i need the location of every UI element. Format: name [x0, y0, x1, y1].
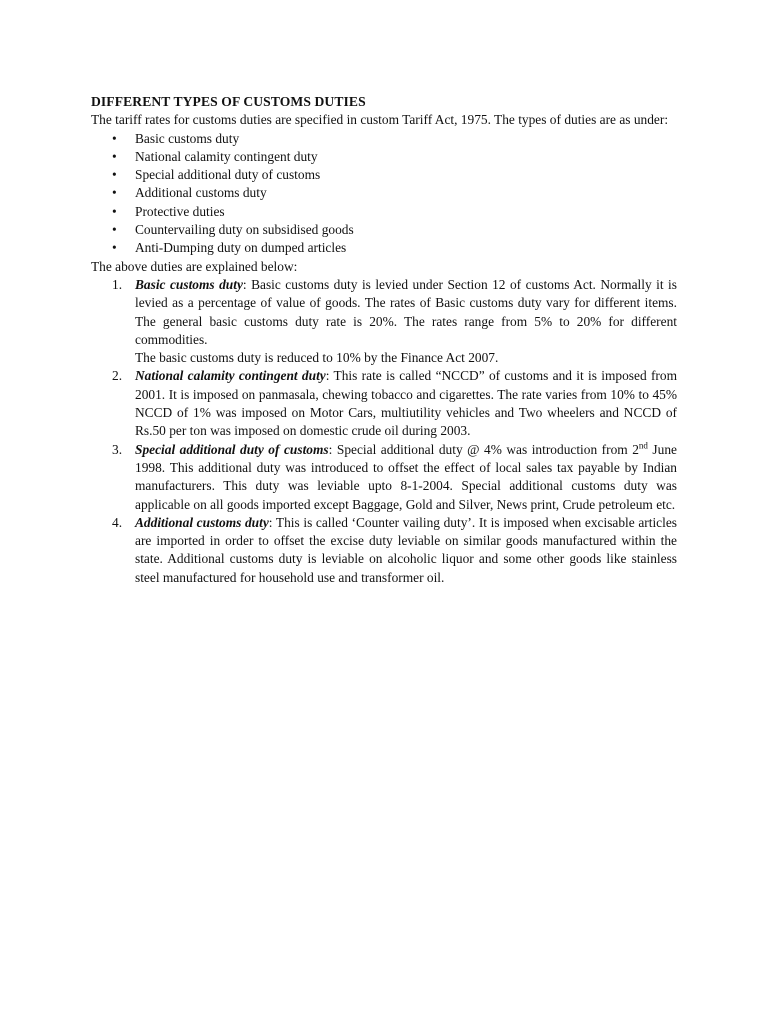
term-separator: :	[328, 441, 333, 457]
duty-description-part1: Special additional duty @ 4% was introduction from 2	[332, 441, 639, 457]
duty-term: Additional customs duty	[135, 514, 269, 530]
explained-intro: The above duties are explained below:	[91, 258, 298, 274]
term-separator: :	[242, 276, 247, 292]
list-item	[112, 148, 677, 166]
bullet-icon: •	[112, 167, 117, 183]
list-item-text: Anti-Dumping duty on dumped articles	[135, 240, 347, 256]
duty-note: The basic customs duty is reduced to 10% by the Finance Act 2007.	[135, 350, 499, 366]
list-item	[112, 130, 677, 148]
bullet-icon: •	[112, 203, 117, 219]
bullet-icon: •	[112, 240, 117, 256]
duties-explained-list	[91, 276, 677, 587]
duty-item-additional	[112, 514, 678, 587]
item-number: 3.	[112, 441, 123, 457]
duty-item-special-additional	[112, 440, 677, 514]
term-separator: :	[268, 514, 273, 530]
list-item	[112, 239, 677, 257]
list-item	[112, 184, 677, 202]
document-heading: DIFFERENT TYPES OF CUSTOMS DUTIES	[91, 94, 366, 109]
list-item-text: Special additional duty of customs	[135, 167, 321, 183]
item-number: 1.	[112, 276, 123, 292]
list-item-text: Protective duties	[135, 203, 225, 219]
term-separator: :	[325, 368, 330, 384]
list-item	[112, 166, 677, 184]
list-item-text: Additional customs duty	[135, 185, 267, 201]
duty-item-basic	[112, 276, 677, 367]
list-item	[112, 221, 677, 239]
duty-term: National calamity contingent duty	[135, 368, 326, 384]
document-page	[91, 93, 677, 587]
list-item	[112, 203, 677, 221]
bullet-icon: •	[112, 222, 117, 238]
bullet-icon: •	[112, 185, 117, 201]
duty-types-list	[91, 130, 677, 258]
duty-term: Special additional duty of customs	[135, 441, 329, 457]
list-item-text: Basic customs duty	[135, 130, 240, 146]
bullet-icon: •	[112, 148, 117, 164]
list-item-text: Countervailing duty on subsidised goods	[135, 222, 354, 238]
ordinal-suffix: nd	[638, 440, 648, 451]
duty-description: This is called ‘Counter vailing duty’. It is imposed when excisable articles are imported in order to offset the excise duty leviable on similar goods manufactured within the state. Additional customs duty is leviable on alcoholic liquor and some other goods like stainless steel manufactured for household use and transformer oil.	[135, 514, 678, 585]
duty-term: Basic customs duty	[135, 276, 243, 292]
bullet-icon: •	[112, 130, 117, 146]
item-number: 4.	[112, 514, 123, 530]
intro-paragraph: The tariff rates for customs duties are specified in custom Tariff Act, 1975. The types of duties are as under:	[91, 112, 669, 128]
duty-item-nccd	[112, 367, 677, 440]
duty-description: This rate is called “NCCD” of customs and it is imposed from 2001. It is imposed on panmasala, chewing tobacco and cigarettes. The rate varies from 10% to 45% NCCD of 1% was imposed on Motor Cars, multiutility vehicles and Two wheelers and NCCD of Rs.50 per ton was imposed on domestic crude oil during 2003.	[135, 368, 677, 439]
item-number: 2.	[112, 368, 123, 384]
list-item-text: National calamity contingent duty	[135, 148, 318, 164]
duty-description-part2: June 1998. This additional duty was introduced to offset the effect of local sales tax payable by Indian manufacturers. This duty was leviable upto 8-1-2004. Special additional customs duty was applicable on all goods imported except Baggage, Gold and Silver, News print, Crude petroleum etc.	[135, 441, 677, 512]
duty-description: Basic customs duty is levied under Section 12 of customs Act. Normally it is levied as a percentage of value of goods. The rates of Basic customs duty vary for different items. The general basic customs duty rate is 20%. The rates range from 5% to 20% for different commodities.	[135, 276, 677, 347]
